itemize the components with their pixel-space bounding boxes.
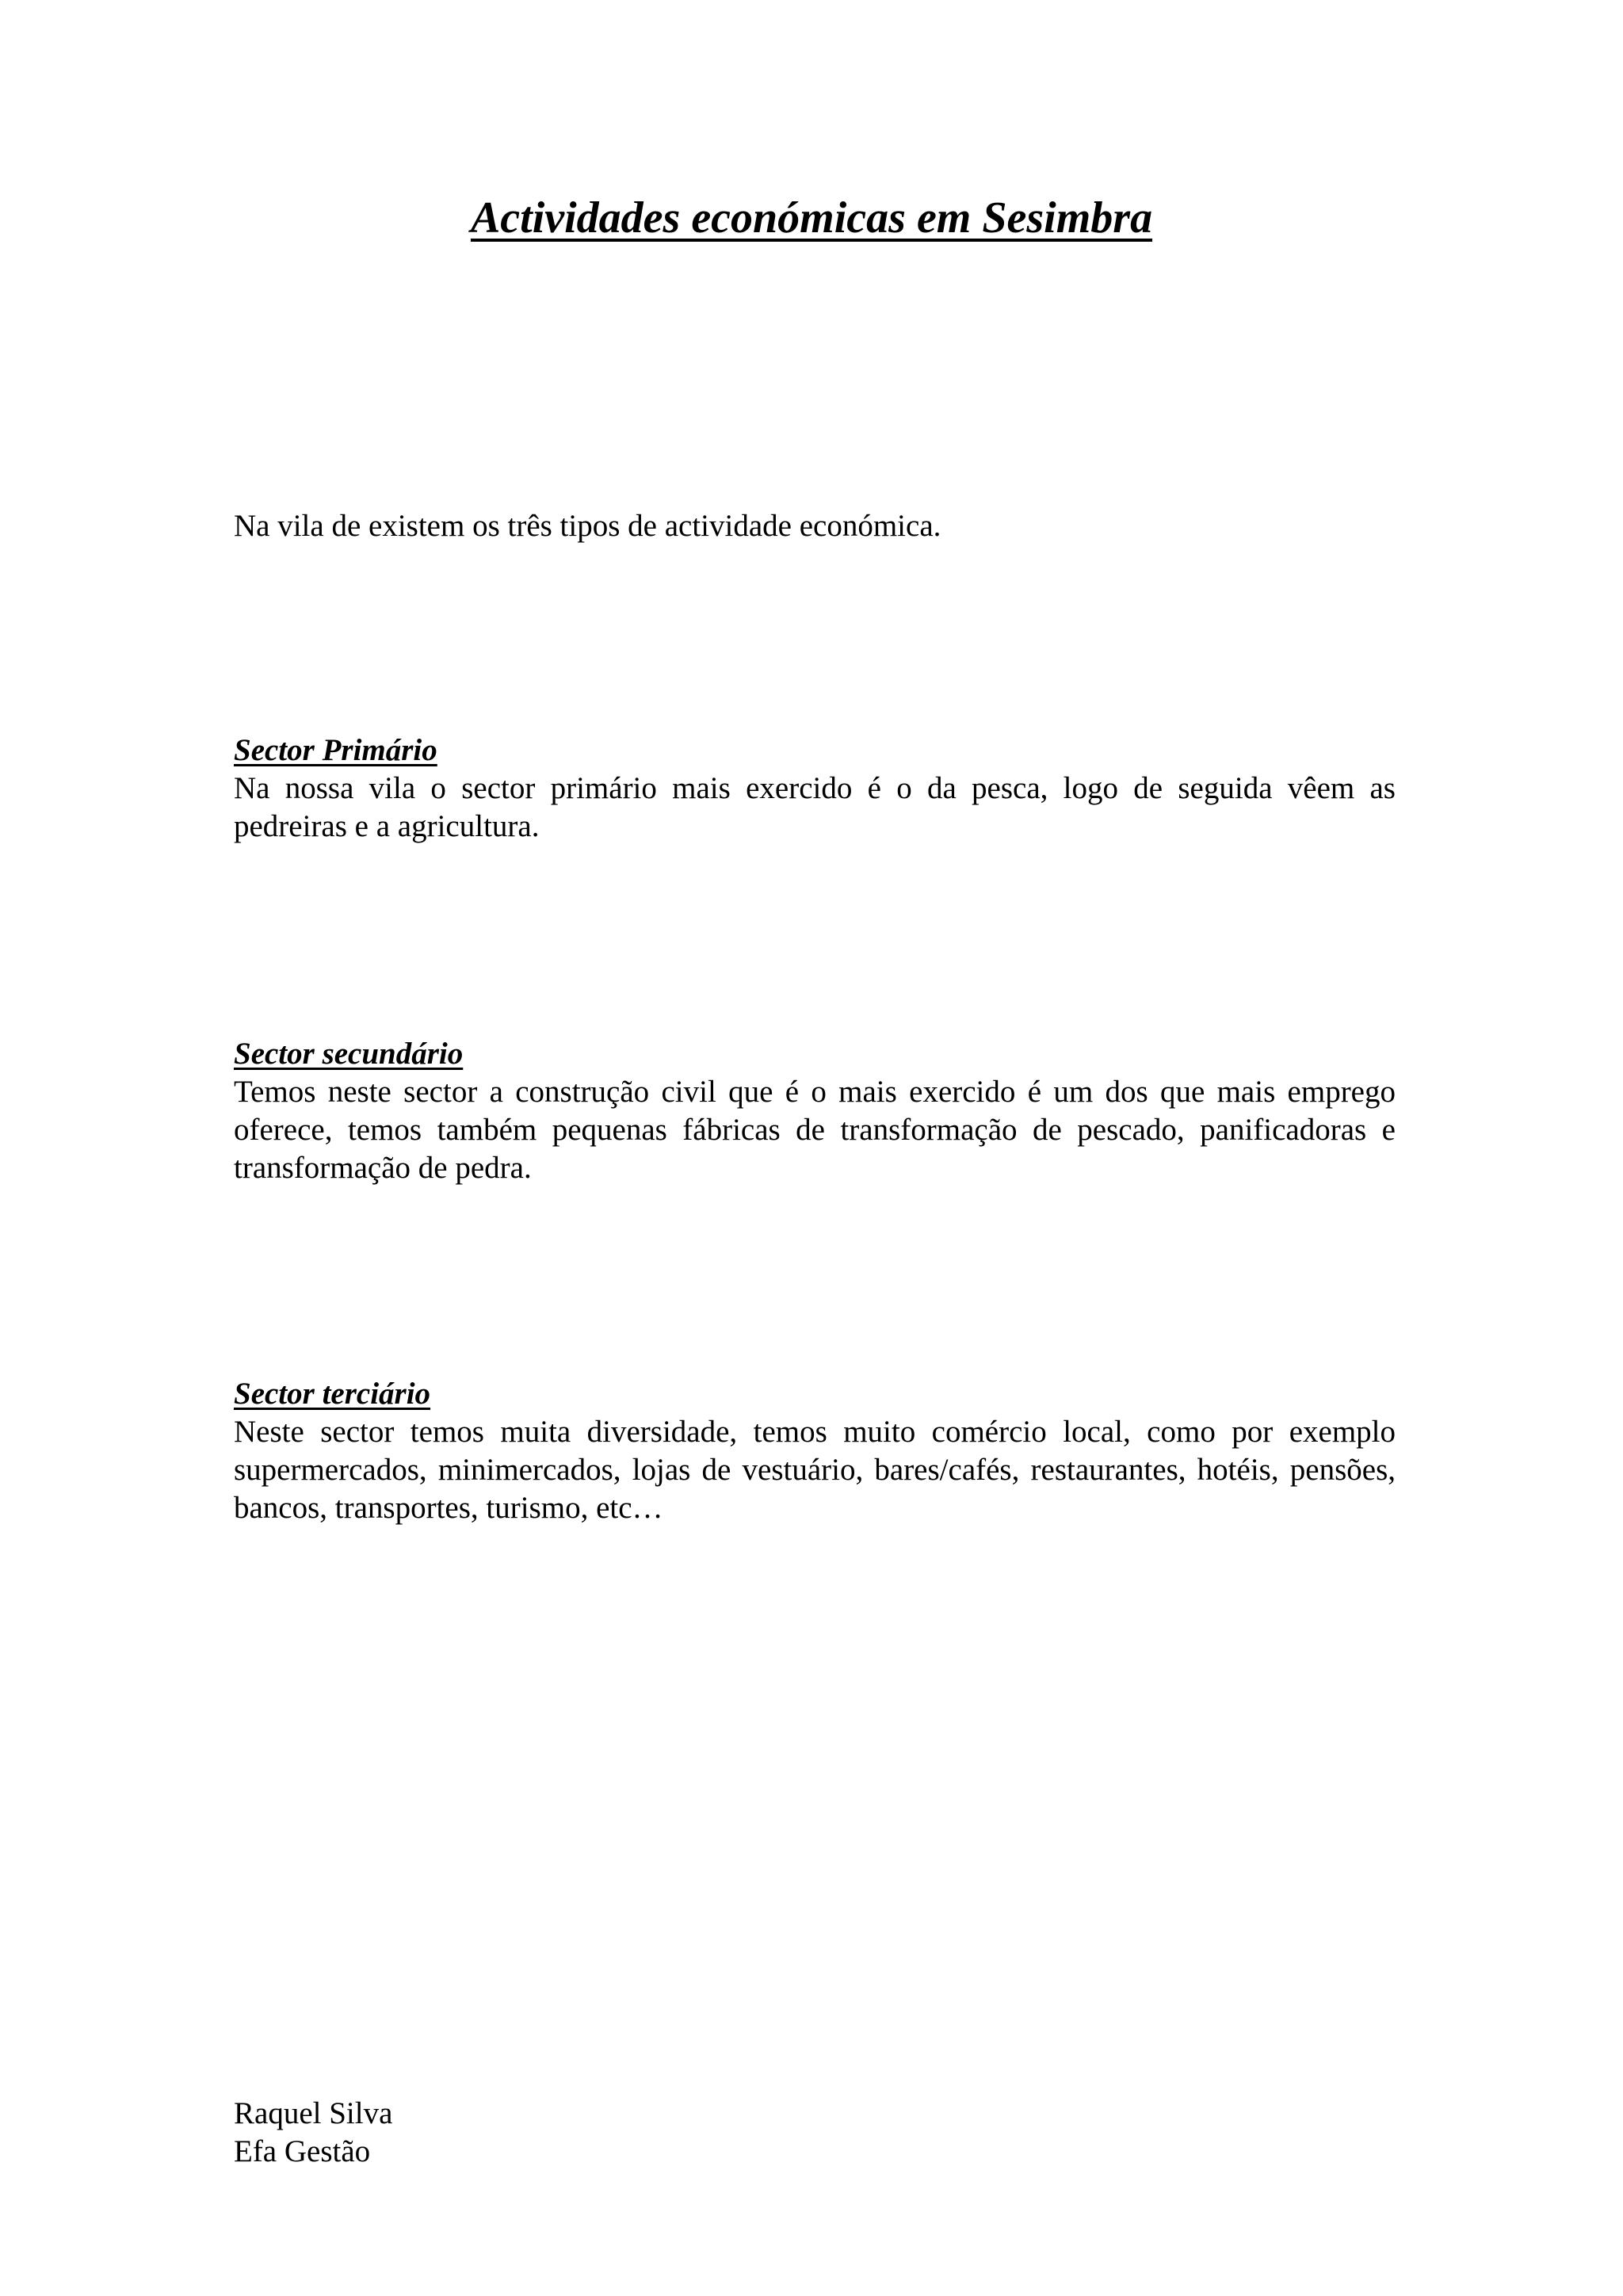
section-primary	[234, 732, 1396, 846]
author-name: Raquel Silva	[234, 2096, 393, 2130]
author-course: Efa Gestão	[234, 2134, 371, 2168]
author-signature	[234, 2095, 1396, 2171]
section-tertiary	[234, 1375, 1396, 1527]
section-text-tertiary: Neste sector temos muita diversidade, temos muito comércio local, como por exemplo supermercados, minimercados, lojas de vestuário, bares/cafés, restaurantes, hotéis, pensões, bancos, transportes, turismo, etc…	[234, 1415, 1396, 1525]
section-secondary	[234, 1035, 1396, 1187]
section-text-primary: Na nossa vila o sector primário mais exercido é o da pesca, logo de seguida vêem as pedreiras e a agricultura.	[234, 771, 1396, 843]
section-heading-secondary: Sector secundário	[234, 1037, 464, 1071]
intro-paragraph	[234, 507, 1396, 545]
section-heading-primary: Sector Primário	[234, 733, 437, 767]
section-text-secondary: Temos neste sector a construção civil que é o mais exercido é um dos que mais emprego oferece, temos também pequenas fábricas de transformação de pescado, panificadoras e transformação de pedra.	[234, 1075, 1396, 1185]
intro-text: Na vila de existem os três tipos de actividade económica.	[234, 509, 941, 543]
page-title: Actividades económicas em Sesimbra	[470, 193, 1153, 243]
section-heading-tertiary: Sector terciário	[234, 1377, 431, 1411]
